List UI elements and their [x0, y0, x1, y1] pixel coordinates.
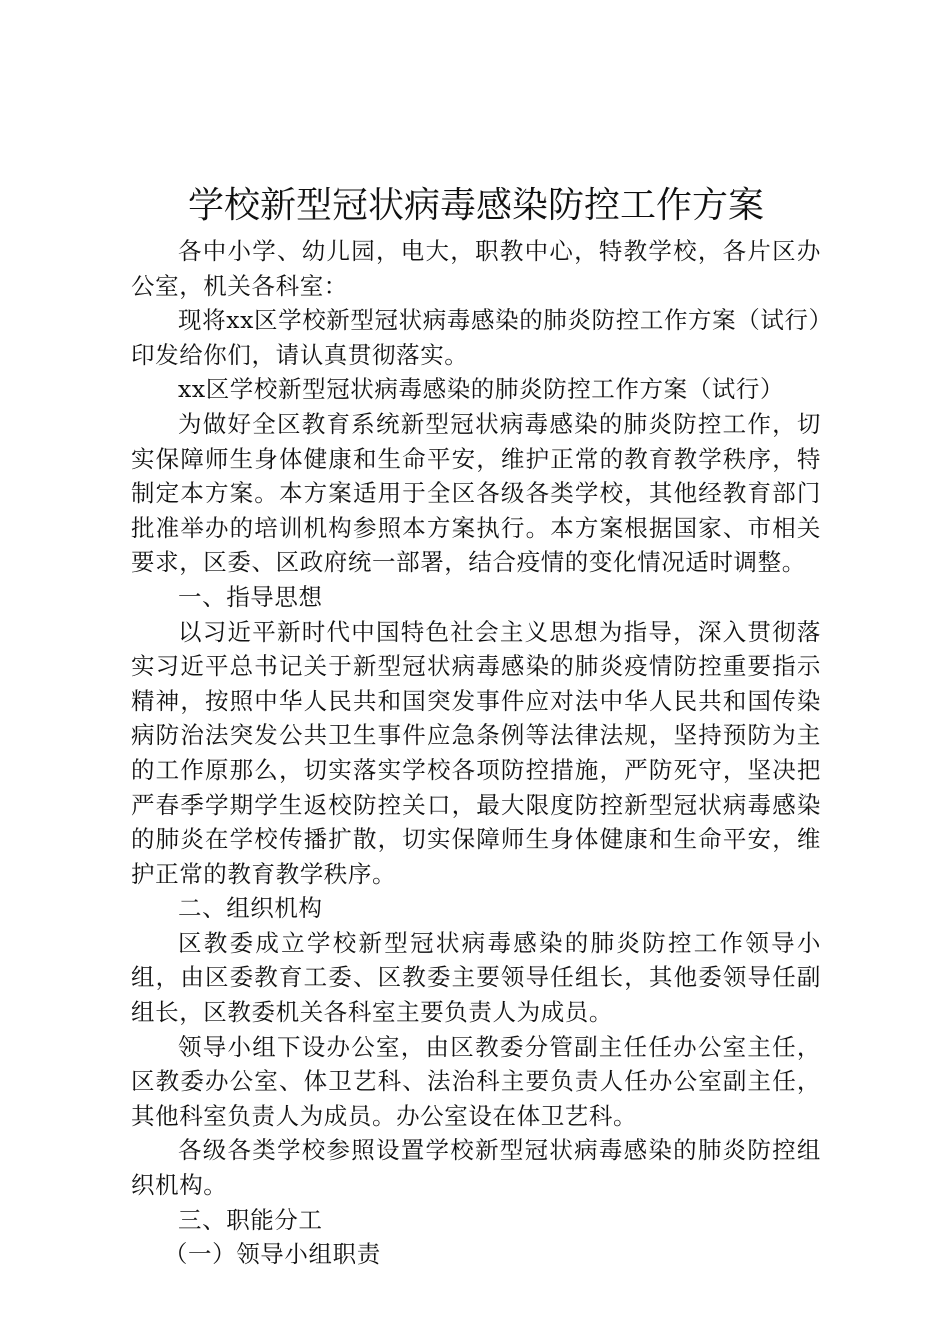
- section-heading-organization: 二、组织机构: [178, 894, 323, 923]
- paragraph-office: 领导小组下设办公室，由区教委分管副主任任办公室主任，区教委办公室、体卫艺科、法治科主要负责人任办公室副主任，其他科室负责人为成员。办公室设在体卫艺科。: [131, 1032, 821, 1130]
- paragraph-notice: 现将xx区学校新型冠状病毒感染的肺炎防控工作方案（试行）印发给你们，请认真贯彻落实。: [131, 306, 821, 369]
- paragraph-leading-group: 区教委成立学校新型冠状病毒感染的肺炎防控工作领导小组，由区委教育工委、区教委主要领导任组长，其他委领导任副组长，区教委机关各科室主要负责人为成员。: [131, 928, 821, 1027]
- document-body: [131, 180, 821, 1272]
- subsection-heading-leading-group-duties: （一）领导小组职责: [163, 1240, 381, 1269]
- section-heading-guiding-thought: 一、指导思想: [178, 582, 323, 611]
- paragraph-recipients: 各中小学、幼儿园，电大，职教中心，特教学校，各片区办公室，机关各科室：: [131, 237, 821, 300]
- paragraph-guiding-thought: 以习近平新时代中国特色社会主义思想为指导，深入贯彻落实习近平总书记关于新型冠状病毒感染的肺炎疫情防控重要指示精神，按照中华人民共和国突发事件应对法中华人民共和国传染病防治法突发公共卫生事件应急条例等法律法规，坚持预防为主的工作原那么，切实落实学校各项防控措施，严防死守，坚决把严春季学期学生返校防控关口，最大限度防控新型冠状病毒感染的肺炎在学校传播扩散，切实保障师生身体健康和生命平安，维护正常的教育教学秩序。: [131, 617, 821, 888]
- paragraph-plan-title: xx区学校新型冠状病毒感染的肺炎防控工作方案（试行）: [178, 375, 785, 404]
- paragraph-school-organization: 各级各类学校参照设置学校新型冠状病毒感染的肺炎防控组织机构。: [131, 1136, 821, 1200]
- document-title: 学校新型冠状病毒感染防控工作方案: [187, 185, 764, 226]
- paragraph-intro: 为做好全区教育系统新型冠状病毒感染的肺炎防控工作，切实保障师生身体健康和生命平安，维护正常的教育教学秩序，特制定本方案。本方案适用于全区各级各类学校，其他经教育部门批准举办的培训机构参照本方案执行。本方案根据国家、市相关要求，区委、区政府统一部署，结合疫情的变化情况适时调整。: [131, 409, 821, 577]
- section-heading-division-of-duties: 三、职能分工: [178, 1205, 323, 1234]
